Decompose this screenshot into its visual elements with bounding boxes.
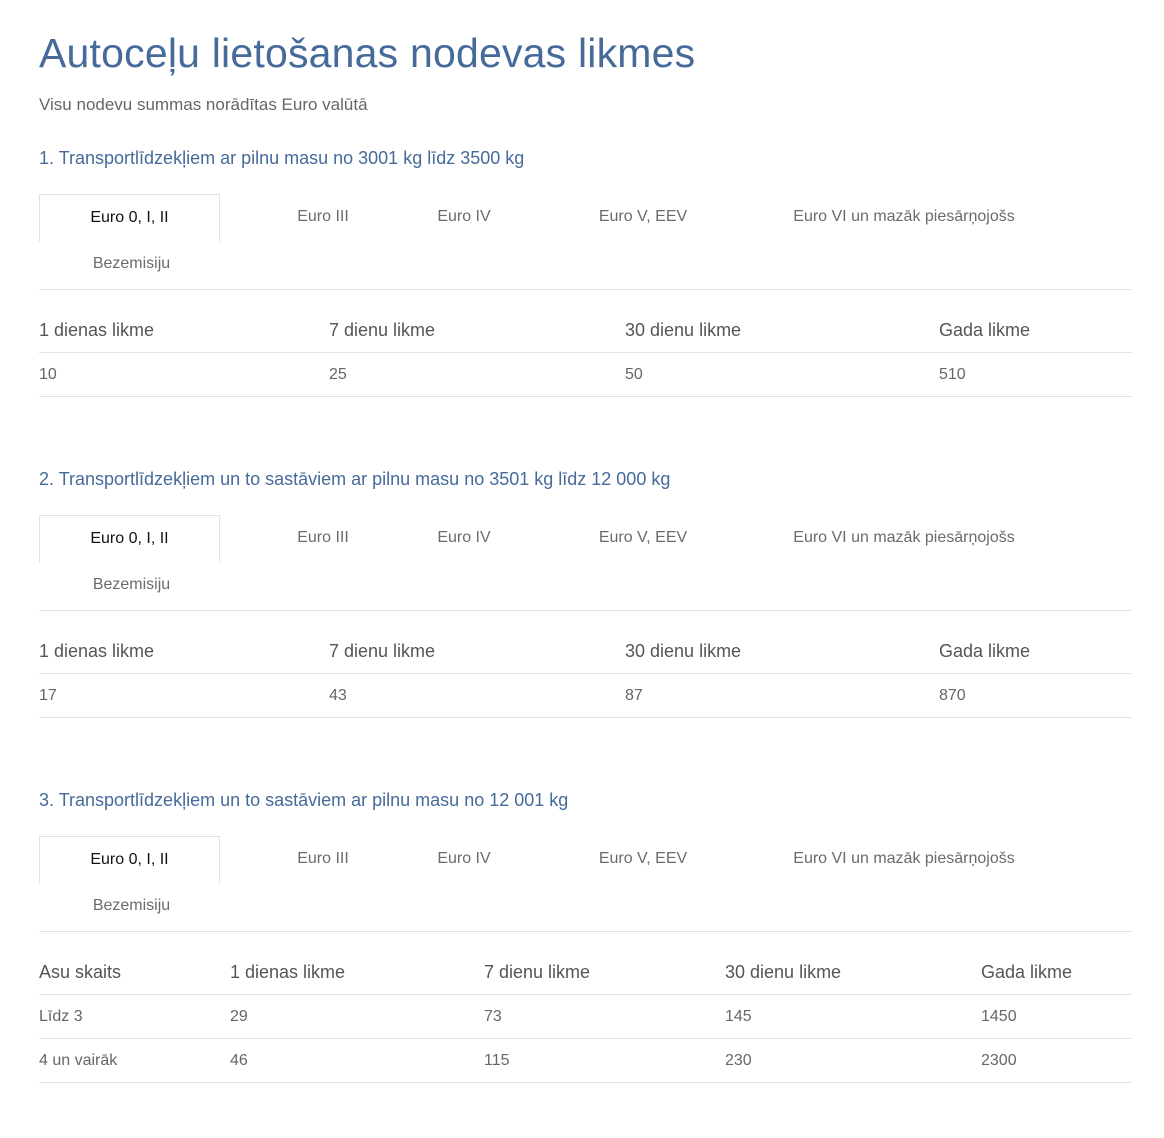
- tab-euro-vi[interactable]: Euro VI un mazāk piesārņojošs: [793, 850, 1015, 867]
- page-subtitle: Visu nodevu summas norādītas Euro valūtā: [39, 95, 368, 114]
- tab-euro-iii[interactable]: Euro III: [297, 850, 349, 867]
- rates-table: [39, 308, 1132, 397]
- table-cell: 87: [625, 674, 939, 718]
- table-row: [39, 353, 1132, 397]
- table-cell: 230: [725, 1039, 981, 1083]
- tab-bezemisiju[interactable]: Bezemisiju: [92, 576, 171, 593]
- tab-euro-vi[interactable]: Euro VI un mazāk piesārņojošs: [793, 529, 1015, 546]
- table-cell: 115: [484, 1039, 725, 1083]
- table-cell: 73: [484, 995, 725, 1039]
- column-header: 7 dienu likme: [329, 629, 625, 674]
- section-heading: 3. Transportlīdzekļiem un to sastāviem ar pilnu masu no 12 001 kg: [39, 790, 569, 810]
- column-header: Asu skaits: [39, 950, 230, 995]
- tab-euro-iii[interactable]: Euro III: [297, 208, 349, 225]
- tab-euro-iv[interactable]: Euro IV: [437, 850, 491, 867]
- tab-euro-v-eev[interactable]: Euro V, EEV: [598, 529, 688, 546]
- table-row: [39, 1039, 1132, 1083]
- table-row: [39, 674, 1132, 718]
- table-header-row: [39, 629, 1132, 674]
- table-header-row: [39, 308, 1132, 353]
- table-cell: 46: [230, 1039, 484, 1083]
- tab-euro-0-i-ii[interactable]: Euro 0, I, II: [39, 194, 220, 242]
- table-header-row: [39, 950, 1132, 995]
- table-cell: 510: [939, 353, 1132, 397]
- table-cell: 870: [939, 674, 1132, 718]
- column-header: 7 dienu likme: [329, 308, 625, 353]
- table-cell: 29: [230, 995, 484, 1039]
- table-row: [39, 995, 1132, 1039]
- table-cell: 43: [329, 674, 625, 718]
- column-header: 30 dienu likme: [725, 950, 981, 995]
- column-header: 30 dienu likme: [625, 629, 939, 674]
- section-heading: 1. Transportlīdzekļiem ar pilnu masu no 3001 kg līdz 3500 kg: [39, 148, 525, 168]
- table-cell: 1450: [981, 995, 1132, 1039]
- tab-euro-0-i-ii[interactable]: Euro 0, I, II: [39, 515, 220, 563]
- emission-tabs: [39, 515, 1132, 611]
- column-header: 1 dienas likme: [230, 950, 484, 995]
- page-title: Autoceļu lietošanas nodevas likmes: [39, 30, 696, 76]
- table-cell: Līdz 3: [39, 995, 230, 1039]
- section-heading: 2. Transportlīdzekļiem un to sastāviem ar pilnu masu no 3501 kg līdz 12 000 kg: [39, 469, 671, 489]
- rates-table: [39, 629, 1132, 718]
- table-cell: 2300: [981, 1039, 1132, 1083]
- tab-euro-iv[interactable]: Euro IV: [437, 529, 491, 546]
- table-cell: 50: [625, 353, 939, 397]
- table-cell: 25: [329, 353, 625, 397]
- column-header: 1 dienas likme: [39, 629, 329, 674]
- table-cell: 17: [39, 674, 329, 718]
- column-header: 7 dienu likme: [484, 950, 725, 995]
- rates-table: [39, 950, 1132, 1083]
- tab-euro-v-eev[interactable]: Euro V, EEV: [598, 850, 688, 867]
- tab-euro-iv[interactable]: Euro IV: [437, 208, 491, 225]
- column-header: Gada likme: [939, 629, 1132, 674]
- tab-bezemisiju[interactable]: Bezemisiju: [92, 255, 171, 272]
- tab-bezemisiju[interactable]: Bezemisiju: [92, 897, 171, 914]
- column-header: 30 dienu likme: [625, 308, 939, 353]
- tab-euro-v-eev[interactable]: Euro V, EEV: [598, 208, 688, 225]
- tab-euro-0-i-ii[interactable]: Euro 0, I, II: [39, 836, 220, 884]
- tab-euro-iii[interactable]: Euro III: [297, 529, 349, 546]
- column-header: Gada likme: [939, 308, 1132, 353]
- column-header: Gada likme: [981, 950, 1132, 995]
- emission-tabs: [39, 194, 1132, 290]
- table-cell: 4 un vairāk: [39, 1039, 230, 1083]
- tab-euro-vi[interactable]: Euro VI un mazāk piesārņojošs: [793, 208, 1015, 225]
- table-cell: 10: [39, 353, 329, 397]
- emission-tabs: [39, 836, 1132, 932]
- table-cell: 145: [725, 995, 981, 1039]
- column-header: 1 dienas likme: [39, 308, 329, 353]
